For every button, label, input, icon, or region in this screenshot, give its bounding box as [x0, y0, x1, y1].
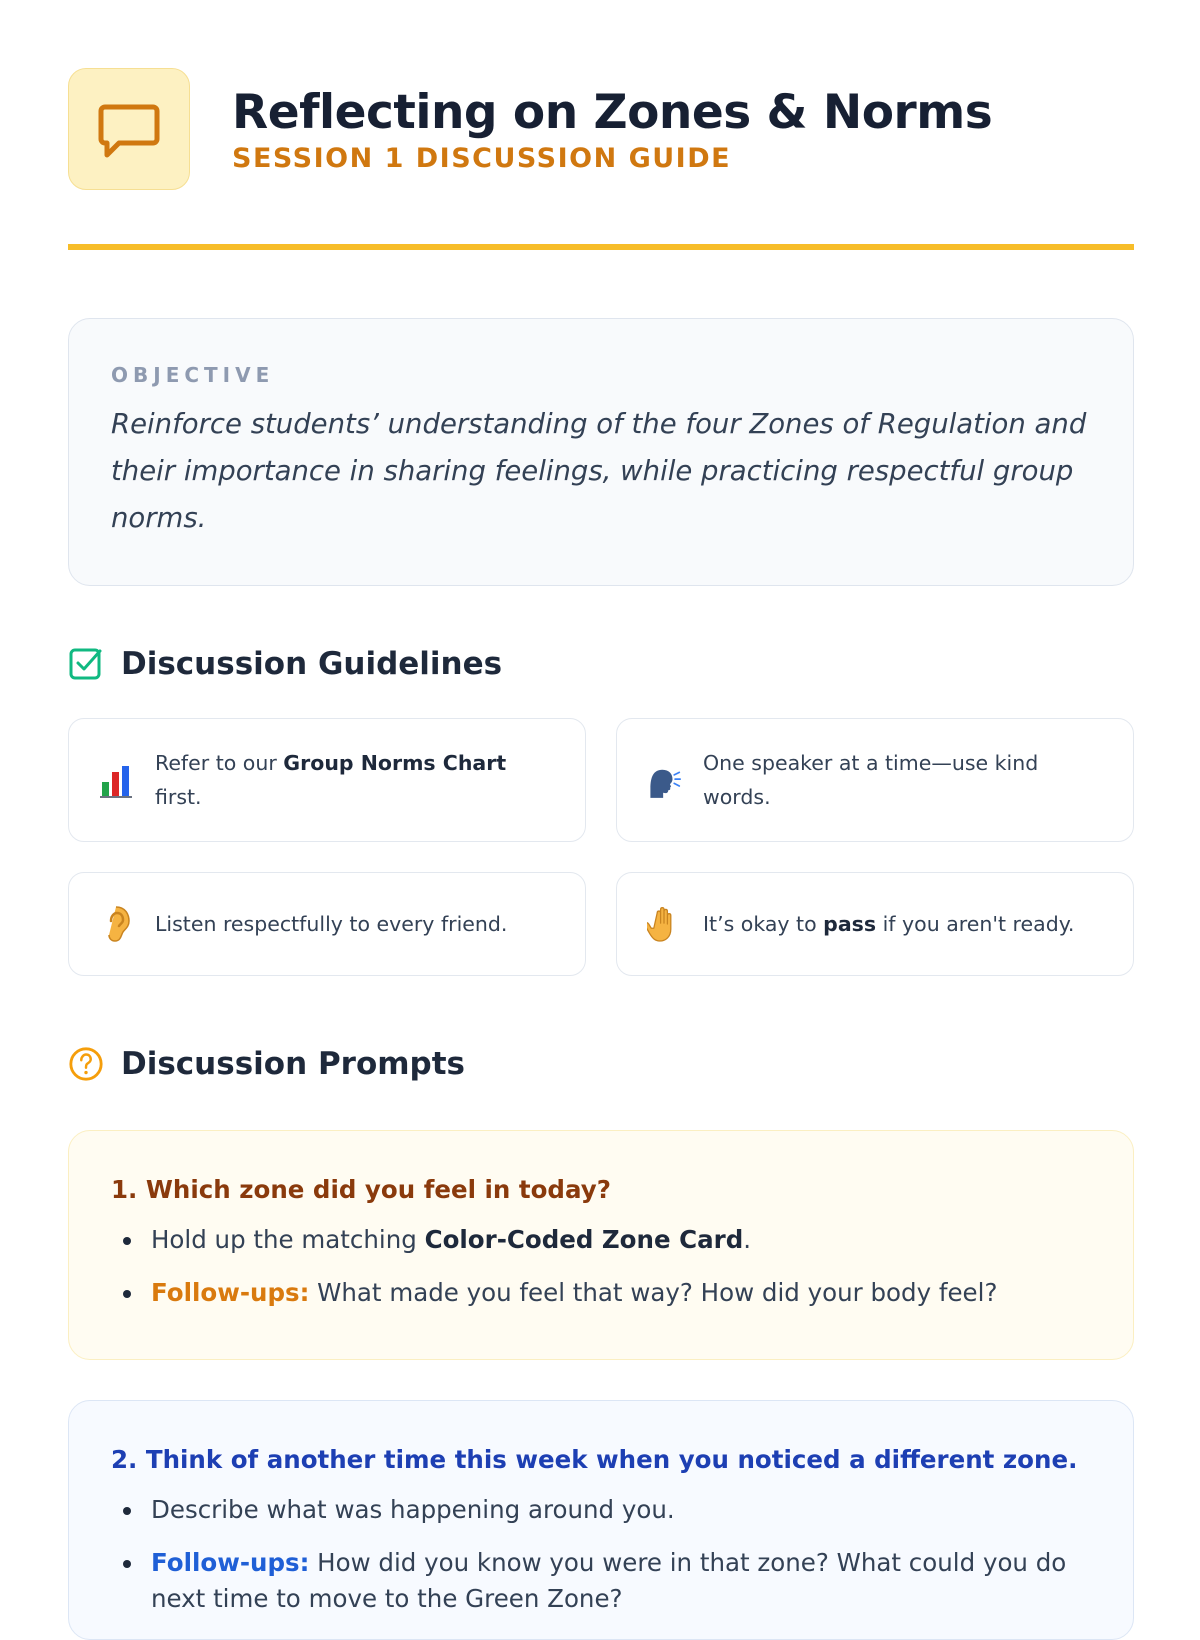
speaking-head-icon [647, 760, 681, 800]
header-logo [68, 68, 190, 190]
ear-icon [99, 904, 133, 944]
prompts-heading-text: Discussion Prompts [121, 1046, 466, 1082]
objective-label: OBJECTIVE [111, 363, 275, 387]
guideline-text: It’s okay to pass if you aren't ready. [703, 912, 1075, 936]
followup-label: Follow-ups: [151, 1548, 310, 1577]
page-header [68, 68, 992, 190]
guideline-card [68, 718, 586, 842]
guideline-card [68, 872, 586, 976]
prompt-list [111, 1222, 1091, 1311]
guideline-text: Refer to our Group Norms Chart first. [155, 751, 507, 809]
list-item: Describe what was happening around you. [111, 1492, 1091, 1528]
guideline-text: Listen respectfully to every friend. [155, 912, 508, 936]
guideline-card [616, 718, 1134, 842]
prompts-heading [68, 1046, 465, 1082]
prompt-card [68, 1130, 1134, 1360]
bar-chart-icon [99, 760, 133, 800]
list-item: Hold up the matching Color-Coded Zone Card. [111, 1222, 1091, 1258]
guidelines-heading [68, 646, 502, 682]
header-divider [68, 244, 1134, 250]
page-title: Reflecting on Zones & Norms [232, 84, 993, 140]
followup-label: Follow-ups: [151, 1278, 310, 1307]
guidelines-heading-text: Discussion Guidelines [121, 646, 503, 682]
guideline-card [616, 872, 1134, 976]
list-item: Follow-ups: How did you know you were in that zone? What could you do next time to move to the Green Zone? [111, 1545, 1091, 1617]
objective-text: Reinforce students’ understanding of the four Zones of Regulation and their importance in sharing feelings, while practicing respectful group norms. [111, 408, 1087, 534]
checkbox-icon [68, 646, 104, 682]
prompt-card [68, 1400, 1134, 1640]
prompt-list [111, 1492, 1091, 1617]
raised-hand-icon [647, 904, 681, 944]
prompt-title: 1. Which zone did you feel in today? [111, 1175, 611, 1204]
objective-panel [68, 318, 1134, 586]
guideline-text: One speaker at a time—use kind words. [703, 751, 1039, 809]
chat-bubble-icon [97, 97, 161, 161]
question-circle-icon [68, 1046, 104, 1082]
page-subtitle: SESSION 1 DISCUSSION GUIDE [232, 142, 732, 174]
list-item: Follow-ups: What made you feel that way? How did your body feel? [111, 1275, 1091, 1311]
prompt-title: 2. Think of another time this week when you noticed a different zone. [111, 1445, 1078, 1474]
